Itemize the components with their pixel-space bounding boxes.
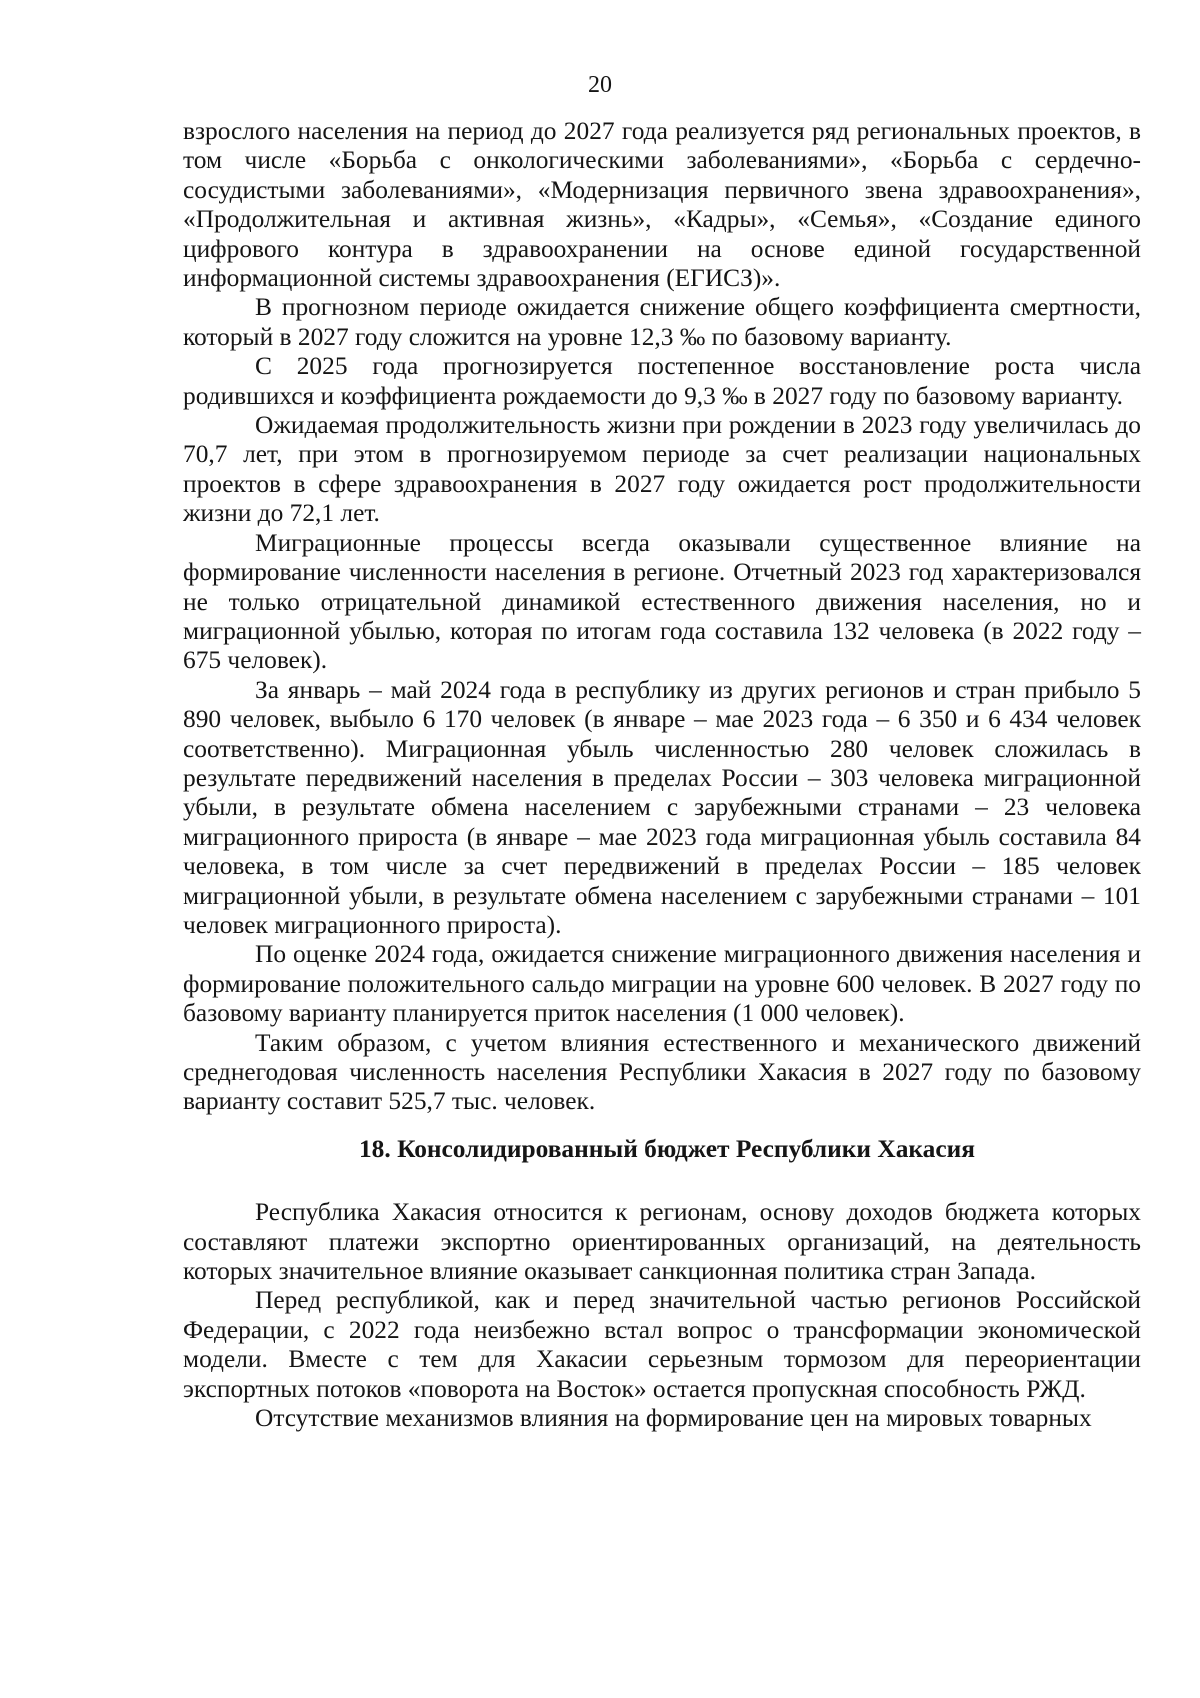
paragraph-price-mechanisms: Отсутствие механизмов влияния на формирование цен на мировых товарных xyxy=(255,1404,1092,1433)
paragraph-migration-2024: За январь – май 2024 года в республику из других регионов и стран прибыло 5 890 человек, выбыло 6 170 человек (в январе – мае 2023 года – 6 350 и 6 434 человек соответственно). Миграционная убыль численностью 280 человек сложилась в результате передвижений населения в пределах России – 303 человека миграционной убыли, в результате обмена населением с зарубежными странами – 23 человека миграционного прироста (в январе – мае 2023 года миграционная убыль составила 84 человека, в том числе за счет передвижений в пределах России – 185 человек миграционной убыли, в результате обмена населением с зарубежными странами – 101 человек миграционного прироста). xyxy=(183,675,1141,939)
paragraph-economic-transformation: Перед республикой, как и перед значительной частью регионов Российской Федерации, с 2022 года неизбежно встал вопрос о трансформации экономической модели. Вместе с тем для Хакасии серьезным тормозом для переориентации экспортных потоков «поворота на Восток» остается пропускная способность РЖД. xyxy=(183,1286,1141,1403)
paragraph-population-summary: Таким образом, с учетом влияния естественного и механического движений среднегодовая численность населения Республики Хакасия в 2027 году по базовому варианту составит 525,7 тыс. человек. xyxy=(183,1028,1141,1116)
paragraph-mortality: В прогнозном периоде ожидается снижение общего коэффициента смертности, который в 2027 году сложится на уровне 12,3 ‰ по базовому варианту. xyxy=(183,293,1141,351)
paragraph-migration-overview: Миграционные процессы всегда оказывали существенное влияние на формирование численности населения в регионе. Отчетный 2023 год характеризовался не только отрицательной динамикой естественного движения населения, но и миграционной убылью, которая по итогам года составила 132 человека (в 2022 году – 675 человек). xyxy=(183,528,1141,675)
paragraph-life-expectancy: Ожидаемая продолжительность жизни при рождении в 2023 году увеличилась до 70,7 лет, при этом в прогнозируемом периоде за счет реализации национальных проектов в сфере здравоохранения в 2027 году ожидается рост продолжительности жизни до 72,1 лет. xyxy=(183,411,1141,528)
paragraph-continuation: взрослого населения на период до 2027 года реализуется ряд региональных проектов, в том числе «Борьба с онкологическими заболеваниями», «Борьба с сердечно-сосудистыми заболеваниями», «Модернизация первичного звена здравоохранения», «Продолжительная и активная жизнь», «Кадры», «Семья», «Создание единого цифрового контура в здравоохранении на основе единой государственной информационной системы здравоохранения (ЕГИСЗ)». xyxy=(183,117,1141,293)
paragraph-migration-forecast: По оценке 2024 года, ожидается снижение миграционного движения населения и формирование положительного сальдо миграции на уровне 600 человек. В 2027 году по базовому варианту планируется приток населения (1 000 человек). xyxy=(183,940,1141,1028)
paragraph-birth-rate: С 2025 года прогнозируется постепенное восстановление роста числа родившихся и коэффициента рождаемости до 9,3 ‰ в 2027 году по базовому варианту. xyxy=(183,352,1141,410)
page-number: 20 xyxy=(588,72,612,98)
document-body xyxy=(183,117,1141,1433)
section-heading: 18. Консолидированный бюджет Республики Хакасия xyxy=(358,1134,975,1163)
paragraph-budget-exports: Республика Хакасия относится к регионам, основу доходов бюджета которых составляют платежи экспортно ориентированных организаций, на деятельность которых значительное влияние оказывает санкционная политика стран Запада. xyxy=(183,1198,1141,1286)
